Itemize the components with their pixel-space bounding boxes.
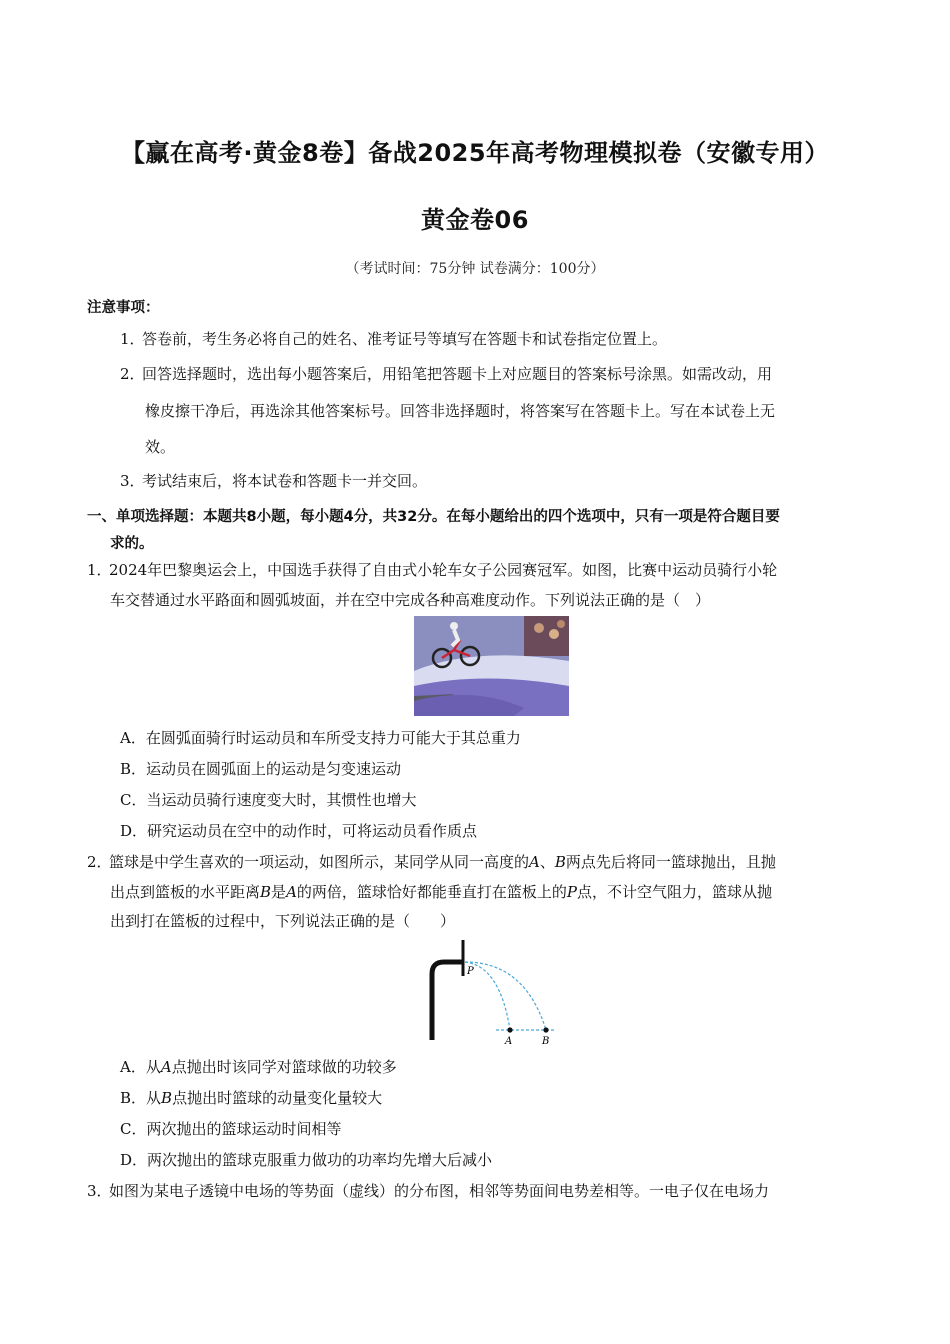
exam-info: （考试时间：75分钟 试卷满分：100分） bbox=[345, 261, 605, 277]
paper-title: 【赢在高考·黄金8卷】备战2025年高考物理模拟卷（安徽专用） bbox=[120, 139, 830, 167]
question-2-option-d: D．两次抛出的篮球克服重力做功的功率均先增大后减小 bbox=[120, 1151, 493, 1169]
question-1-option-c: C．当运动员骑行速度变大时，其惯性也增大 bbox=[120, 791, 417, 809]
question-1-stem: 1．2024年巴黎奥运会上，中国选手获得了自由式小轮车女子公园赛冠军。如图，比赛中运动员骑行小轮 bbox=[87, 561, 778, 579]
basketball-hoop-diagram bbox=[420, 936, 580, 1048]
question-1-option-d: D．研究运动员在空中的动作时，可将运动员看作质点 bbox=[120, 822, 478, 840]
notice-item-2: 2．回答选择题时，选出每小题答案后，用铅笔把答题卡上对应题目的答案标号涂黑。如需改动，用 bbox=[120, 365, 773, 383]
notice-item-2-line3: 效。 bbox=[145, 438, 176, 456]
question-1-option-a: A．在圆弧面骑行时运动员和车所受支持力可能大于其总重力 bbox=[120, 729, 521, 747]
question-3-stem: 3．如图为某电子透镜中电场的等势面（虚线）的分布图，相邻等势面间电势差相等。一电子仅在电场力 bbox=[87, 1182, 770, 1200]
hoop-trajectory-figure bbox=[420, 936, 580, 1048]
notice-heading: 注意事项： bbox=[87, 300, 160, 316]
question-2-stem: 2．篮球是中学生喜欢的一项运动，如图所示，某同学从同一高度的A、B两点先后将同一篮球抛出，且抛 bbox=[87, 853, 776, 871]
bmx-rider-image bbox=[414, 616, 569, 716]
question-2-option-c: C．两次抛出的篮球运动时间相等 bbox=[120, 1120, 342, 1138]
question-2-stem-line3: 出到打在篮板的过程中，下列说法正确的是（ ） bbox=[110, 912, 456, 930]
section-heading-line2: 求的。 bbox=[110, 536, 154, 552]
point-a-label: A bbox=[505, 1036, 513, 1047]
point-p-label: P bbox=[467, 966, 474, 977]
question-2-option-b: B．从B点抛出时篮球的动量变化量较大 bbox=[120, 1089, 383, 1107]
question-2-option-a: A．从A点抛出时该同学对篮球做的功较多 bbox=[120, 1058, 397, 1076]
bmx-rider-photo bbox=[414, 616, 569, 716]
notice-item-1: 1．答卷前，考生务必将自己的姓名、准考证号等填写在答题卡和试卷指定位置上。 bbox=[120, 330, 668, 348]
notice-item-3: 3．考试结束后，将本试卷和答题卡一并交回。 bbox=[120, 472, 428, 490]
notice-item-2-line2: 橡皮擦干净后，再选涂其他答案标号。回答非选择题时，将答案写在答题卡上。写在本试卷上无 bbox=[145, 402, 776, 420]
point-b-label: B bbox=[542, 1036, 550, 1047]
section-heading: 一、单项选择题：本题共8小题，每小题4分，共32分。在每小题给出的四个选项中，只有一项是符合题目要 bbox=[87, 509, 780, 525]
question-1-stem-line2: 车交替通过水平路面和圆弧坡面，并在空中完成各种高难度动作。下列说法正确的是（ ） bbox=[110, 591, 711, 609]
question-1-option-b: B．运动员在圆弧面上的运动是匀变速运动 bbox=[120, 760, 402, 778]
question-2-stem-line2: 出点到篮板的水平距离B是A的两倍，篮球恰好都能垂直打在篮板上的P点，不计空气阻力，篮球从抛 bbox=[110, 883, 773, 901]
paper-subtitle: 黄金卷06 bbox=[421, 206, 529, 234]
